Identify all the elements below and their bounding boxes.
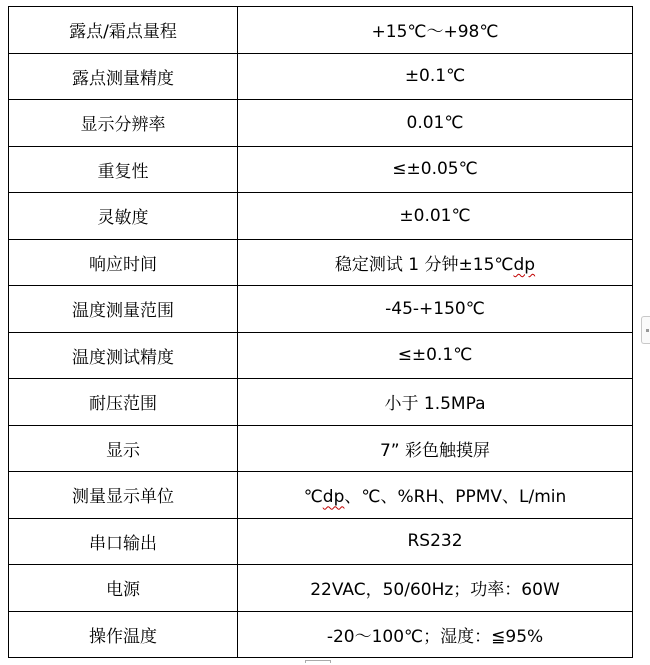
table-row: [9, 611, 633, 658]
spec-value: 0.01℃: [238, 100, 633, 147]
spec-label: 响应时间: [9, 239, 238, 286]
page-edge-marker: [305, 660, 331, 663]
table-row: [9, 146, 633, 193]
spec-value: 7” 彩色触摸屏: [238, 425, 633, 472]
table-row: [9, 332, 633, 379]
table-row: [9, 239, 633, 286]
spec-label: 操作温度: [9, 611, 238, 658]
spellcheck-underlined-text: dp: [513, 254, 536, 275]
spec-label: 显示分辨率: [9, 100, 238, 147]
spec-value: -45-+150℃: [238, 286, 633, 333]
table-row: [9, 518, 633, 565]
spec-value: ≤±0.05℃: [238, 146, 633, 193]
spec-label: 灵敏度: [9, 193, 238, 240]
spec-label: 显示: [9, 425, 238, 472]
spec-label: 温度测试精度: [9, 332, 238, 379]
table-row: [9, 565, 633, 612]
side-panel-handle[interactable]: [641, 316, 650, 344]
table-row: [9, 472, 633, 519]
table-row: [9, 286, 633, 333]
spec-label: 露点/霜点量程: [9, 7, 238, 54]
table-row: [9, 425, 633, 472]
table-row: [9, 379, 633, 426]
spec-value: [238, 239, 633, 286]
table-row: [9, 7, 633, 54]
spec-label: 露点测量精度: [9, 53, 238, 100]
spellcheck-underlined-text: dp: [322, 487, 345, 508]
table-row: [9, 53, 633, 100]
spec-value: ≤±0.1℃: [238, 332, 633, 379]
spec-value: 22VAC，50/60Hz；功率：60W: [238, 565, 633, 612]
spec-value: 小于 1.5MPa: [238, 379, 633, 426]
spec-value: [238, 472, 633, 519]
spec-value: ±0.1℃: [238, 53, 633, 100]
table-row: [9, 100, 633, 147]
spec-label: 串口输出: [9, 518, 238, 565]
table-row: [9, 193, 633, 240]
spec-value: RS232: [238, 518, 633, 565]
spec-label: 电源: [9, 565, 238, 612]
spec-value: +15℃～+98℃: [238, 7, 633, 54]
spec-value-text: 、℃、%RH、PPMV、L/min: [344, 487, 567, 508]
spec-label: 重复性: [9, 146, 238, 193]
spec-value-text: 稳定测试 1 分钟±15℃: [334, 254, 514, 275]
spec-value: -20～100℃；湿度：≦95%: [238, 611, 633, 658]
spec-label: 耐压范围: [9, 379, 238, 426]
spec-label: 测量显示单位: [9, 472, 238, 519]
spec-table: [8, 6, 633, 658]
spec-label: 温度测量范围: [9, 286, 238, 333]
spec-value-text: ℃: [303, 487, 323, 508]
spec-value: ±0.01℃: [238, 193, 633, 240]
